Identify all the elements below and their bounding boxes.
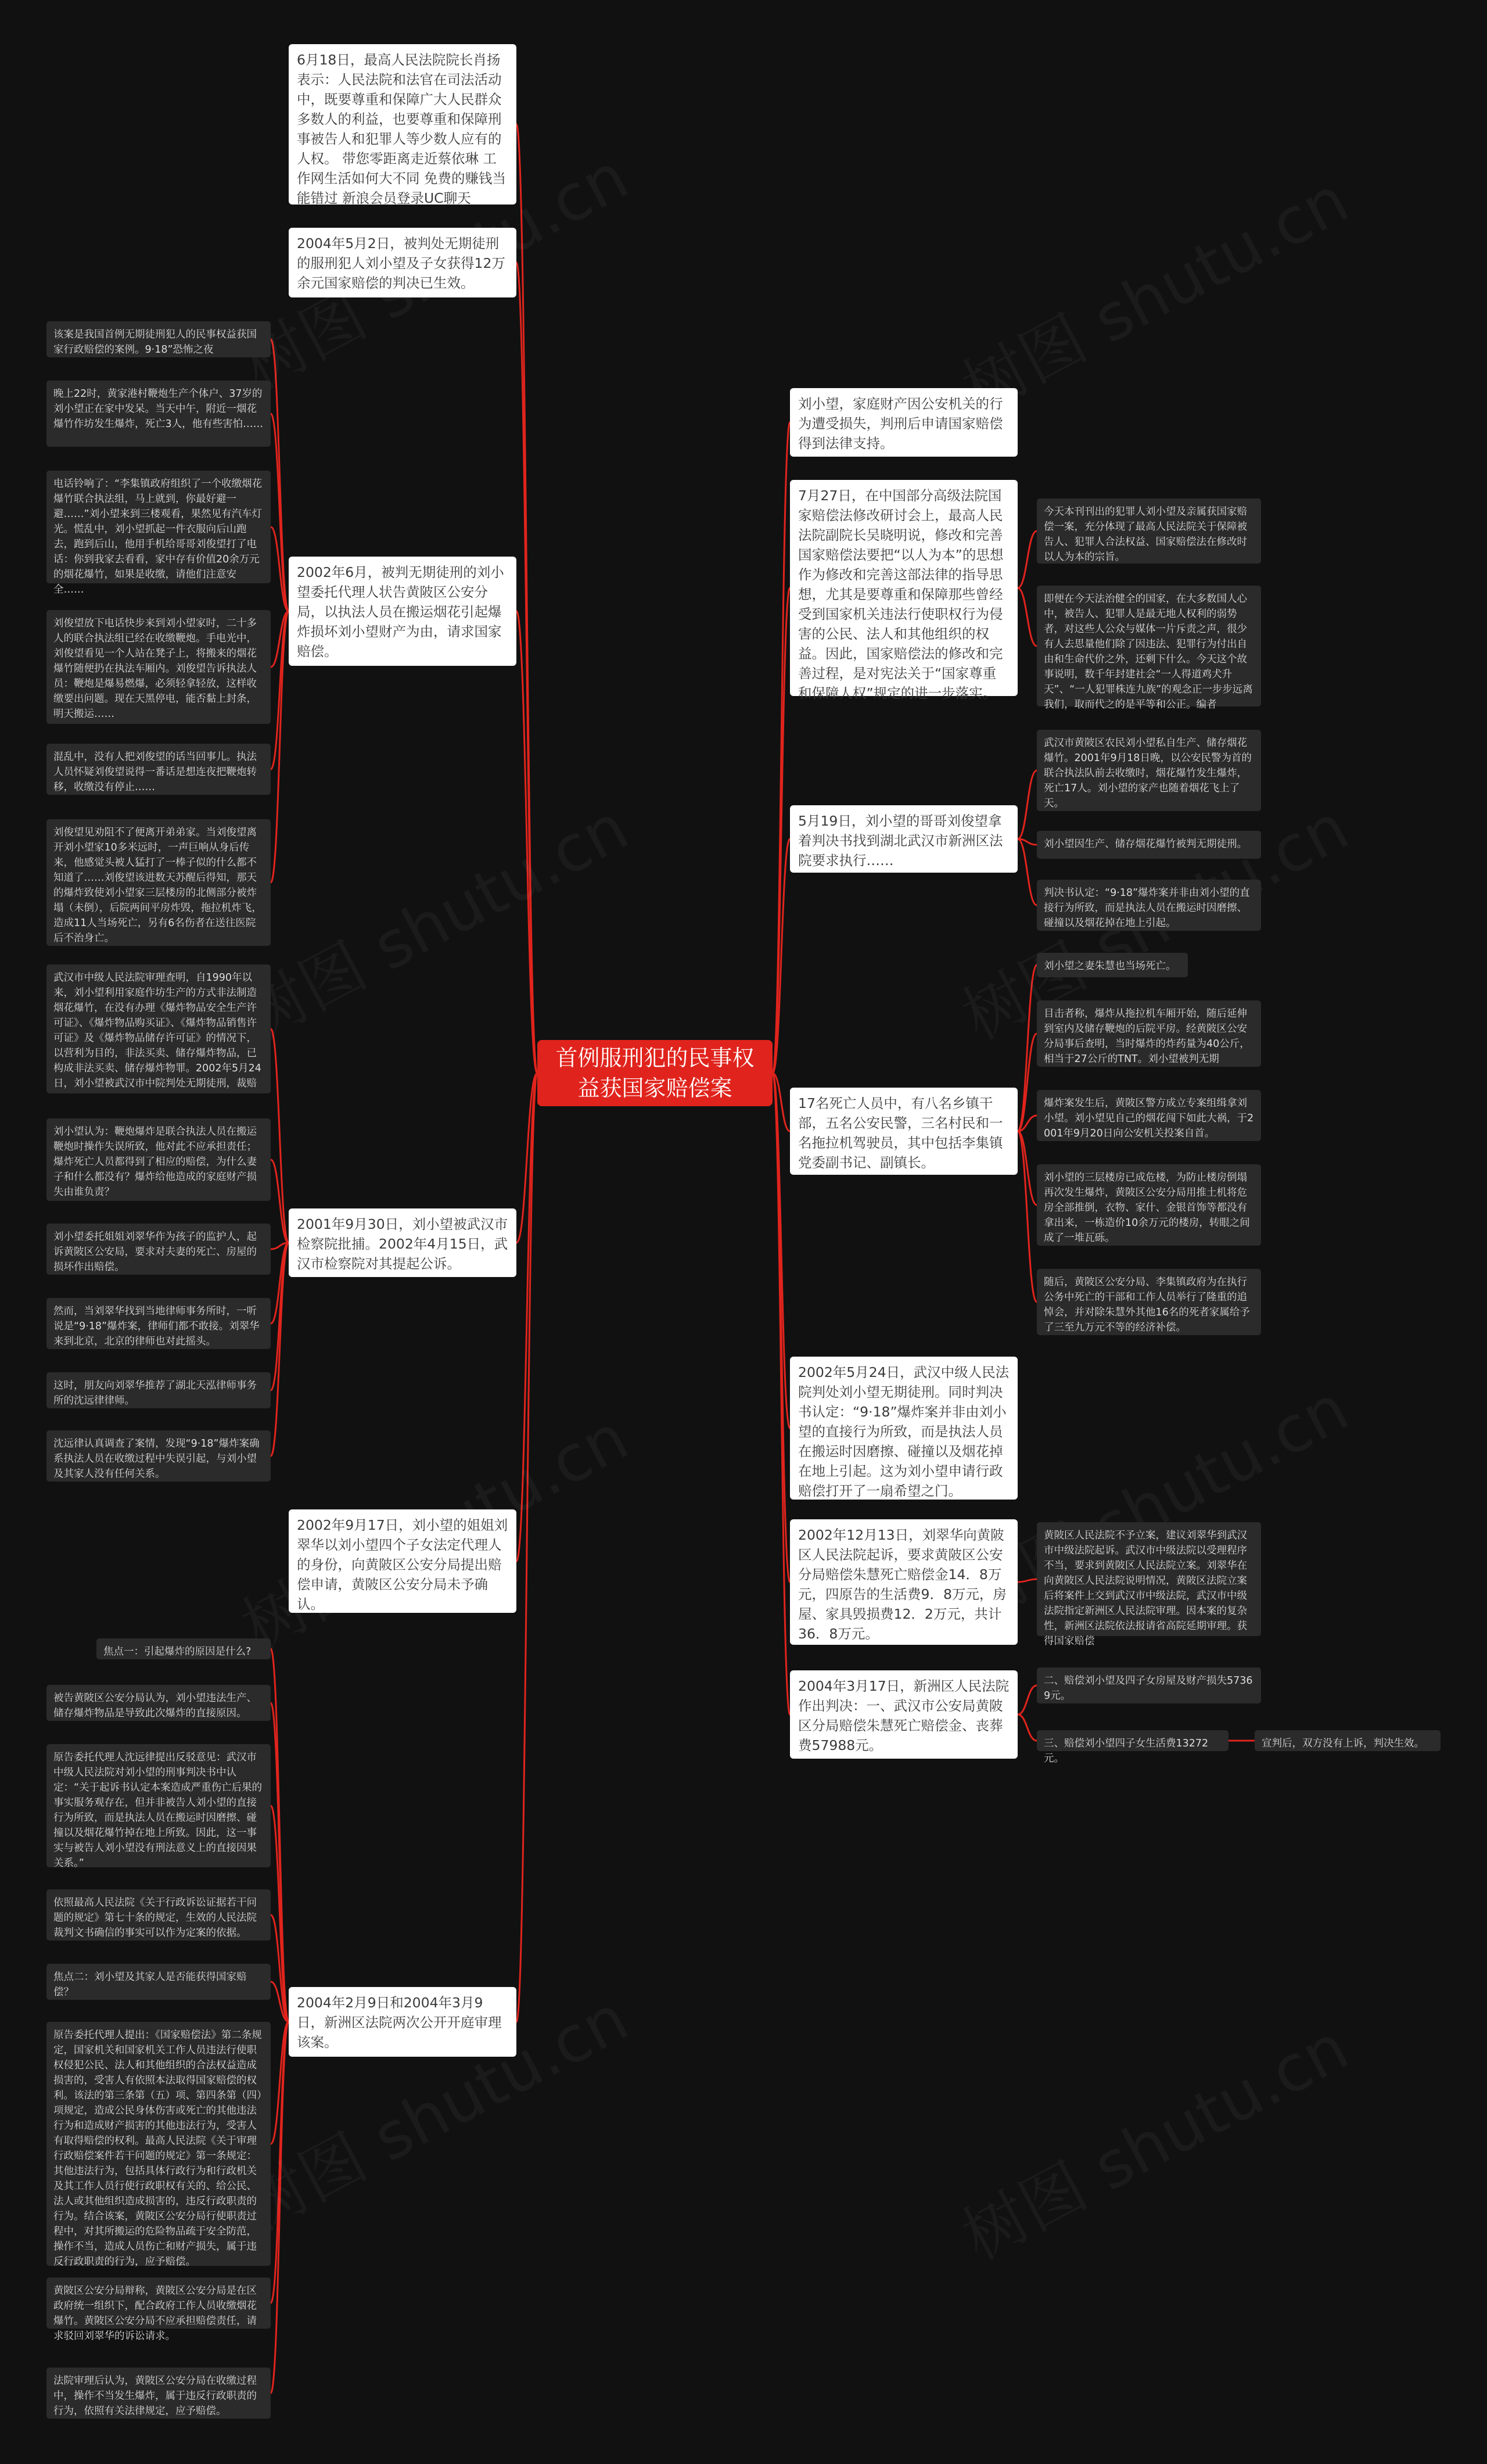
- leaf-node[interactable]: 然而，当刘翠华找到当地律师事务所时，一听说是“9·18”爆炸案，律师们都不敢接。刘翠华来到北京，北京的律师也对此摇头。: [46, 1298, 271, 1349]
- link-right-leaf: [1018, 1685, 1037, 1715]
- leaf-node[interactable]: 爆炸案发生后，黄陂区警方成立专案组缉拿刘小望。刘小望见自己的烟花闯下如此大祸，于2001年9月20日向公安机关投案自首。: [1037, 1090, 1261, 1141]
- leaf-node[interactable]: 刘俊望放下电话快步来到刘小望家时，二十多人的联合执法组已经在收缴鞭炮。手电光中，刘俊望看见一个人站在凳子上，将搬来的烟花爆竹随便扔在执法车厢内。刘俊望告诉执法人员：鞭炮是爆易燃爆，必须轻拿轻放，这样收缴要出问题。现在天黑停电，能否黏上封条，明天搬运……: [46, 610, 271, 724]
- link-left-leaf: [271, 1243, 289, 1456]
- branch-node[interactable]: 刘小望，家庭财产因公安机关的行为遭受损失，判刑后申请国家赔偿得到法律支持。: [790, 388, 1018, 457]
- link-root-right: [773, 1073, 790, 1582]
- link-root-left: [516, 124, 537, 1073]
- leaf-node[interactable]: 沈远律认真调查了案情，发现“9·18”爆炸案确系执法人员在收缴过程中失误引起，与刘小望及其家人没有任何关系。: [46, 1430, 271, 1482]
- branch-node[interactable]: 2002年12月13日，刘翠华向黄陂区人民法院起诉，要求黄陂区公安分局赔偿朱慧死亡赔偿金14．8万元，四原告的生活费9．8万元，房屋、家具毁损费12．2万元，共计36．8万元。: [790, 1519, 1018, 1645]
- link-root-right: [773, 1073, 790, 1715]
- leaf-node[interactable]: 依照最高人民法院《关于行政诉讼证据若干问题的规定》第七十条的规定，生效的人民法院裁判文书确信的事实可以作为定案的依据。: [46, 1889, 271, 1941]
- leaf-node[interactable]: 黄陂区公安分局辩称，黄陂区公安分局是在区政府统一组织下，配合政府工作人员收缴烟花爆竹。黄陂区公安分局不应承担赔偿责任，请求驳回刘翠华的诉讼请求。: [46, 2278, 271, 2329]
- link-right-leaf: [1018, 770, 1037, 839]
- leaf-node[interactable]: 判决书认定：“9·18”爆炸案并非由刘小望的直接行为所致，而是执法人员在搬运时因磨擦、碰撞以及烟花掉在地上引起。: [1037, 880, 1261, 931]
- leaf-node[interactable]: 目击者称，爆炸从拖拉机车厢开始，随后延伸到室内及储存鞭炮的后院平房。经黄陂区公安分局事后查明，当时爆炸的炸药量为40公斤，相当于27公斤的TNT。刘小望被判无期: [1037, 1000, 1261, 1067]
- link-right-leaf: [1018, 1579, 1037, 1582]
- leaf-node[interactable]: 法院审理后认为，黄陂区公安分局在收缴过程中，操作不当发生爆炸，属于违反行政职责的行为，依照有关法律规定，应予赔偿。: [46, 2368, 271, 2419]
- leaf-node[interactable]: 该案是我国首例无期徒刑犯人的民事权益获国家行政赔偿的案例。9·18”恐怖之夜: [46, 321, 271, 357]
- branch-node[interactable]: 2004年3月17日，新洲区人民法院作出判决：一、武汉市公安局黄陂区分局赔偿朱慧死亡赔偿金、丧葬费57988元。: [790, 1670, 1018, 1759]
- leaf-node[interactable]: 被告黄陂区公安分局认为，刘小望违法生产、储存爆炸物品是导致此次爆炸的直接原因。: [46, 1685, 271, 1721]
- leaf-node[interactable]: 刘俊望见劝阻不了便离开弟弟家。当刘俊望离开刘小望家10多米远时，一声巨响从身后传来，他感觉头被人猛打了一棒子似的什么都不知道了……刘俊望该进数天苏醒后得知，那天的爆炸致使刘小望家三层楼房的北侧部分被炸塌（未倒），后院两间平房炸毁，拖拉机炸飞，造成11人当场死亡，另有6名伤者在送往医院后不治身亡。: [46, 819, 271, 946]
- leaf-node[interactable]: 混乱中，没有人把刘俊望的话当回事儿。执法人员怀疑刘俊望说得一番话是想连夜把鞭炮转移，收缴没有停止……: [46, 744, 271, 795]
- branch-node[interactable]: 2001年9月30日，刘小望被武汉市检察院批捕。2002年4月15日，武汉市检察院对其提起公诉。: [289, 1208, 516, 1277]
- branch-node[interactable]: 5月19日，刘小望的哥哥刘俊望拿着判决书找到湖北武汉市新洲区法院要求执行……: [790, 805, 1018, 873]
- link-root-left: [516, 263, 537, 1073]
- leaf-node[interactable]: 电话铃响了：“李集镇政府组织了一个收缴烟花爆竹联合执法组，马上就到，你最好避一避……”刘小望来到三楼观看，果然见有汽车灯光。慌乱中，刘小望抓起一件衣服向后山跑去，跑到后山，他用手机给哥哥刘俊望打了电话：你到我家去看看，家中存有价值20余万元的烟花爆竹，如果是收缴，请他们注意安全……: [46, 471, 271, 583]
- leaf-node[interactable]: 原告委托代理人提出：《国家赔偿法》第二条规定，国家机关和国家机关工作人员违法行使职权侵犯公民、法人和其他组织的合法权益造成损害的，受害人有依照本法取得国家赔偿的权利。该法的第三条第（五）项、第四条第（四）项规定，造成公民身体伤害或死亡的其他违法行为和造成财产损害的其他违法行为，受害人有取得赔偿的权利。最高人民法院《关于审理行政赔偿案件若干问题的规定》第一条规定：其他违法行为，包括具体行政行为和行政机关及其工作人员行使行政职权有关的、给公民、法人或其他组织造成损害的，违反行政职责的行为。结合该案，黄陂区公安分局行使职责过程中，对其所搬运的危险物品疏于安全防范，操作不当，造成人员伤亡和财产损失，属于违反行政职责的行为，应予赔偿。: [46, 2022, 271, 2266]
- leaf-node[interactable]: 原告委托代理人沈远律提出反驳意见：武汉市中级人民法院对刘小望的刑事判决书中认定：“关于起诉书认定本案造成严重伤亡后果的事实服务观存在，但并非被告人刘小望的直接行为所致，而是执法人员在搬运时因磨擦、碰撞以及烟花爆竹掉在地上所致。因此，这一事实与被告人刘小望没有刑法意义上的直接因果关系。”: [46, 1744, 271, 1867]
- leaf-node[interactable]: 武汉市黄陂区农民刘小望私自生产、储存烟花爆竹。2001年9月18日晚，以公安民警为首的联合执法队前去收缴时，烟花爆竹发生爆炸，死亡17人。刘小望的家产也随着烟花飞上了天。: [1037, 730, 1261, 811]
- leaf-node[interactable]: 随后，黄陂区公安分局、李集镇政府为在执行公务中死亡的干部和工作人员举行了隆重的追悼会，并对除朱慧外其他16名的死者家属给予了三至九万元不等的经济补偿。: [1037, 1269, 1261, 1335]
- leaf-node[interactable]: 即便在今天法治健全的国家，在大多数国人心中，被告人、犯罪人是最无地人权利的弱势者，对这些人公众与媒体一片斥责之声，很少有人去思量他们除了因违法、犯罪行为付出自由和生命代价之外，还剩下什么。今天这个故事说明，数千年封建社会“一人得道鸡犬升天”、“一人犯罪株连九族”的观念正一步步远离我们，取而代之的是平等和公正。编者: [1037, 586, 1261, 706]
- leaf-node[interactable]: 这时，朋友向刘翠华推荐了湖北天泓律师事务所的沈远律律师。: [46, 1372, 271, 1408]
- link-left-leaf: [271, 414, 289, 611]
- branch-node[interactable]: 2004年5月2日，被判处无期徒刑的服刑犯人刘小望及子女获得12万余元国家赔偿的判决已生效。: [289, 228, 516, 297]
- leaf-node-verdict[interactable]: 宣判后，双方没有上诉，判决生效。: [1255, 1730, 1441, 1751]
- link-right-leaf: [1018, 839, 1037, 905]
- branch-node[interactable]: 2002年5月24日，武汉中级人民法院判处刘小望无期徒刑。同时判决书认定：“9·18”爆炸案并非由刘小望的直接行为所致，而是执法人员在搬运时因磨擦、碰撞以及烟花掉在地上引起。这为刘小望申请行政赔偿打开了一扇希望之门。: [790, 1357, 1018, 1500]
- leaf-node[interactable]: 晚上22时，黄家港村鞭炮生产个体户、37岁的刘小望正在家中发呆。当天中午，附近一烟花爆竹作坊发生爆炸，死亡3人，他有些害怕……: [46, 381, 271, 447]
- link-left-leaf: [271, 611, 289, 883]
- branch-node[interactable]: 2002年9月17日，刘小望的姐姐刘翠华以刘小望四个子女法定代理人的身份，向黄陂区公安分局提出赔偿申请，黄陂区公安分局未予确认。: [289, 1509, 516, 1613]
- leaf-node[interactable]: 焦点一：引起爆炸的原因是什么?: [96, 1638, 271, 1659]
- link-right-leaf: [1018, 1131, 1037, 1302]
- branch-node[interactable]: 7月27日，在中国部分高级法院国家赔偿法修改研讨会上，最高人民法院副院长吴晓明说，修改和完善国家赔偿法要把“以人为本”的思想作为修改和完善这部法律的指导思想，尤其是要尊重和保障那些曾经受到国家机关违法行使职权行为侵害的公民、法人和其他组织的权益。因此，国家赔偿法的修改和完善过程，是对宪法关于“国家尊重和保障人权”规定的进一步落实。: [790, 480, 1018, 696]
- link-right-leaf: [1018, 588, 1037, 646]
- leaf-node[interactable]: 刘小望的三层楼房已成危楼，为防止楼房倒塌再次发生爆炸，黄陂区公安分局用推土机将危房全部推倒，衣物、家什、金银首饰等都没有拿出来，一栋造价10余万元的楼房，转眼之间成了一堆瓦砾。: [1037, 1164, 1261, 1246]
- branch-node[interactable]: 17名死亡人员中，有八名乡镇干部，五名公安民警，三名村民和一名拖拉机驾驶员，其中包括李集镇党委副书记、副镇长。: [790, 1088, 1018, 1175]
- leaf-node[interactable]: 三、赔偿刘小望四子女生活费13272元。: [1037, 1730, 1229, 1751]
- link-right-leaf: [1018, 1715, 1037, 1741]
- link-right-leaf: [1018, 1131, 1037, 1205]
- leaf-node[interactable]: 武汉市中级人民法院审理查明，自1990年以来，刘小望利用家庭作坊生产的方式非法制造烟花爆竹，在没有办理《爆炸物品安全生产许可证》、《爆炸物品购买证》、《爆炸物品销售许可证》及《爆炸物品储存许可证》的情况下，以营利为目的，非法买卖、储存爆炸物品，已构成非法买卖、储存爆炸物罪。2002年5月24日，刘小望被武汉市中院判处无期徒刑，裁赔: [46, 964, 271, 1093]
- branch-node[interactable]: 2002年6月，被判无期徒刑的刘小望委托代理人状告黄陂区公安分局，以执法人员在搬运烟花引起爆炸损坏刘小望财产为由，请求国家赔偿。: [289, 557, 516, 666]
- root-topic[interactable]: 首例服刑犯的民事权益获国家赔偿案: [537, 1040, 773, 1106]
- link-right-leaf: [1018, 965, 1037, 1131]
- link-left-leaf: [271, 2022, 289, 2303]
- branch-node[interactable]: 6月18日，最高人民法院院长肖扬表示：人民法院和法官在司法活动中，既要尊重和保障广大人民群众多数人的利益，也要尊重和保障刑事被告人和犯罪人等少数人应有的人权。 带您零距离走近蔡依琳 工作网生活如何大不同 免费的赚钱当能错过 新浪会员登录UC聊天: [289, 44, 516, 205]
- link-right-leaf: [1018, 531, 1037, 588]
- leaf-node[interactable]: 黄陂区人民法院不予立案，建议刘翠华到武汉市中级法院起诉。武汉市中级法院以受理程序不当，要求到黄陂区人民法院立案。刘翠华在向黄陂区人民法院说明情况，黄陂区法院立案后将案件上交到武汉市中级法院，武汉市中级法院指定新洲区人民法院审理。因本案的复杂性，新洲区法院依法报请省高院延期审理。获得国家赔偿: [1037, 1522, 1261, 1636]
- leaf-node[interactable]: 刘小望委托姐姐刘翠华作为孩子的监护人，起诉黄陂区公安局，要求对夫妻的死亡、房屋的损坏作出赔偿。: [46, 1224, 271, 1275]
- leaf-node[interactable]: 焦点二：刘小望及其家人是否能获得国家赔偿？: [46, 1964, 271, 2000]
- leaf-node[interactable]: 刘小望之妻朱慧也当场死亡。: [1037, 953, 1188, 977]
- leaf-node[interactable]: 二、赔偿刘小望及四子女房屋及财产损失57369元。: [1037, 1667, 1261, 1703]
- link-left-leaf: [271, 1029, 289, 1243]
- leaf-node[interactable]: 刘小望因生产、储存烟花爆竹被判无期徒刑。: [1037, 831, 1261, 859]
- link-root-right: [773, 588, 790, 1073]
- branch-node[interactable]: 2004年2月9日和2004年3月9日，新洲区法院两次公开开庭审理该案。: [289, 1987, 516, 2057]
- leaf-node[interactable]: 今天本刊刊出的犯罪人刘小望及亲属获国家赔偿一案，充分体现了最高人民法院关于保障被告人、犯罪人合法权益、国家赔偿法在修改时以人为本的宗旨。: [1037, 498, 1261, 564]
- leaf-node[interactable]: 刘小望认为：鞭炮爆炸是联合执法人员在搬运鞭炮时操作失误所致，他对此不应承担责任；爆炸死亡人员都得到了相应的赔偿，为什么妻子和什么都没有？爆炸给他造成的家庭财产损失由谁负责？: [46, 1118, 271, 1201]
